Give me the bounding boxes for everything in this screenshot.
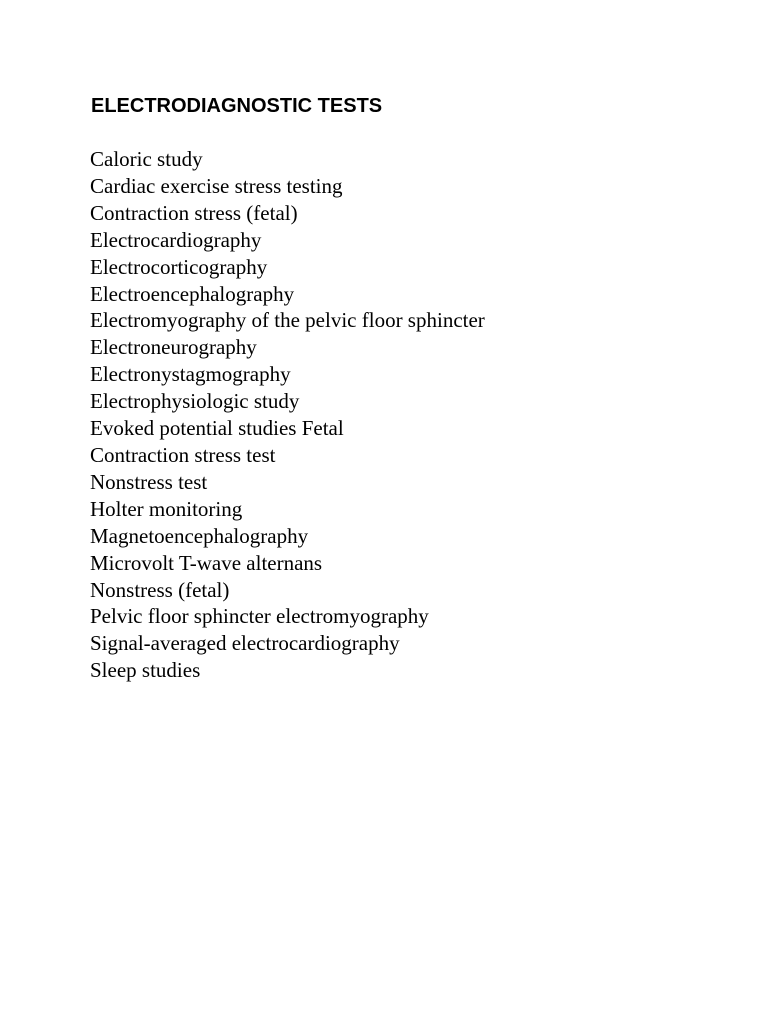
list-item: Electrocardiography (90, 227, 262, 252)
list-item: Holter monitoring (90, 496, 243, 521)
list-item: Electroneurography (90, 335, 257, 360)
list-item: Electrocorticography (90, 254, 268, 279)
list-item: Caloric study (90, 147, 203, 171)
list-item: Contraction stress test (90, 442, 276, 467)
list-item: Magnetoencephalography (90, 523, 309, 548)
list-item: Evoked potential studies Fetal (90, 416, 344, 441)
list-item: Nonstress test (90, 469, 208, 494)
list-item: Nonstress (fetal) (90, 577, 230, 602)
document-title: ELECTRODIAGNOSTIC TESTS (91, 95, 383, 117)
list-item: Signal-averaged electrocardiography (90, 631, 400, 656)
list-item: Electroencephalography (90, 281, 295, 306)
list-item: Electrophysiologic study (90, 389, 300, 414)
list-item: Pelvic floor sphincter electromyography (90, 604, 429, 629)
list-item: Microvolt T-wave alternans (90, 550, 323, 575)
list-item: Sleep studies (90, 658, 201, 683)
test-list (90, 146, 485, 684)
list-item: Contraction stress (fetal) (90, 200, 298, 225)
list-item: Electronystagmography (90, 362, 291, 387)
list-item: Electromyography of the pelvic floor sphincter (90, 308, 485, 333)
list-item: Cardiac exercise stress testing (90, 173, 343, 198)
